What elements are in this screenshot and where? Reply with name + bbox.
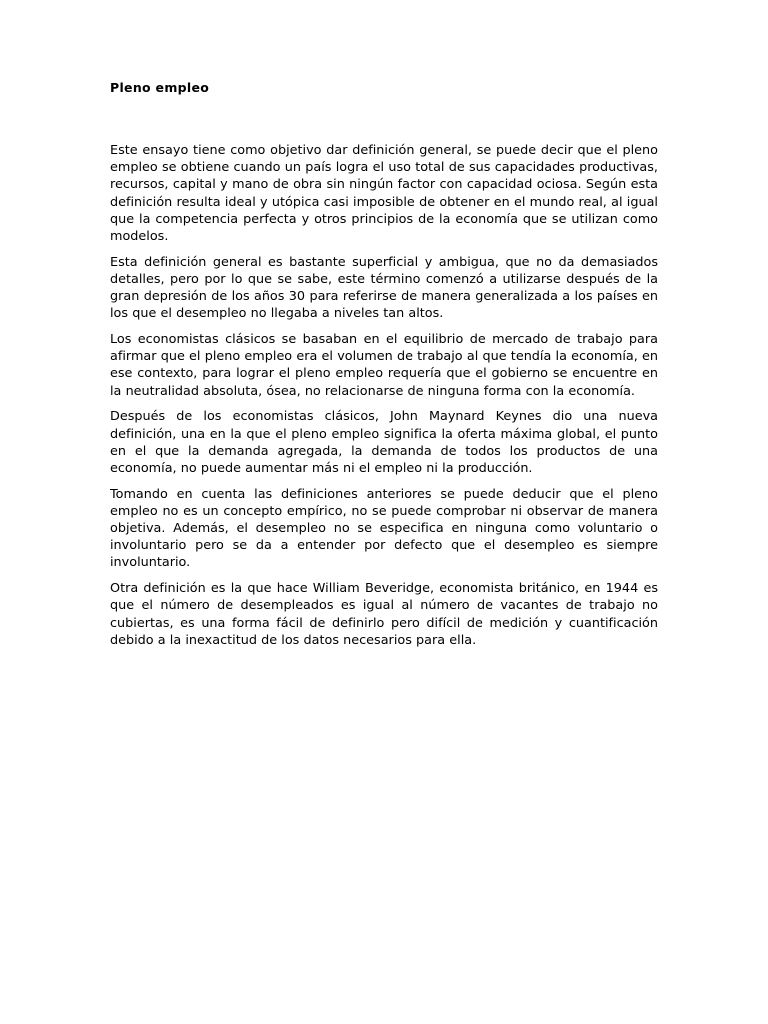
page-title: Pleno empleo	[110, 80, 210, 95]
paragraph-intro-definicion-general: Este ensayo tiene como objetivo dar definición general, se puede decir que el pleno empleo se obtiene cuando un país logra el uso total de sus capacidades productivas, recursos, capital y mano de obra sin ningún factor con capacidad ociosa. Según esta definición resulta ideal y utópica casi imposible de obtener en el mundo real, al igual que la competencia perfecta y otros principios de la economía que se utilizan como modelos.	[110, 143, 658, 245]
paragraph-definicion-superficial-ambigua: Esta definición general es bastante superficial y ambigua, que no da demasiados detalles, pero por lo que se sabe, este término comenzó a utilizarse después de la gran depresión de los años 30 para referirse de manera generalizada a los países en los que el desempleo no llegaba a niveles tan altos.	[110, 254, 658, 322]
document-text-body	[110, 80, 658, 649]
paragraph-concepto-no-empirico: Tomando en cuenta las definiciones anteriores se puede deducir que el pleno empleo no es un concepto empírico, no se puede comprobar ni observar de manera objetiva. Además, el desempleo no se especifica en ninguna como voluntario o involuntario pero se da a entender por defecto que el desempleo es siempre involuntario.	[110, 486, 658, 571]
paragraph-economistas-clasicos: Los economistas clásicos se basaban en el equilibrio de mercado de trabajo para afirmar que el pleno empleo era el volumen de trabajo al que tendía la economía, en ese contexto, para lograr el pleno empleo requería que el gobierno se encuentre en la neutralidad absoluta, ósea, no relacionarse de ninguna forma con la economía.	[110, 332, 658, 399]
paragraph-beveridge-definicion: Otra definición es la que hace William Beveridge, economista británico, en 1944 es que el número de desempleados es igual al número de vacantes de trabajo no cubiertas, es una forma fácil de definirlo pero difícil de medición y cuantificación debido a la inexactitud de los datos necesarios para ella.	[110, 581, 658, 648]
paragraph-list	[110, 142, 658, 649]
paragraph-keynes-definicion: Después de los economistas clásicos, John Maynard Keynes dio una nueva definición, una en la que el pleno empleo significa la oferta máxima global, el punto en el que la demanda agregada, la demanda de todos los productos de una economía, no puede aumentar más ni el empleo ni la producción.	[110, 409, 658, 476]
